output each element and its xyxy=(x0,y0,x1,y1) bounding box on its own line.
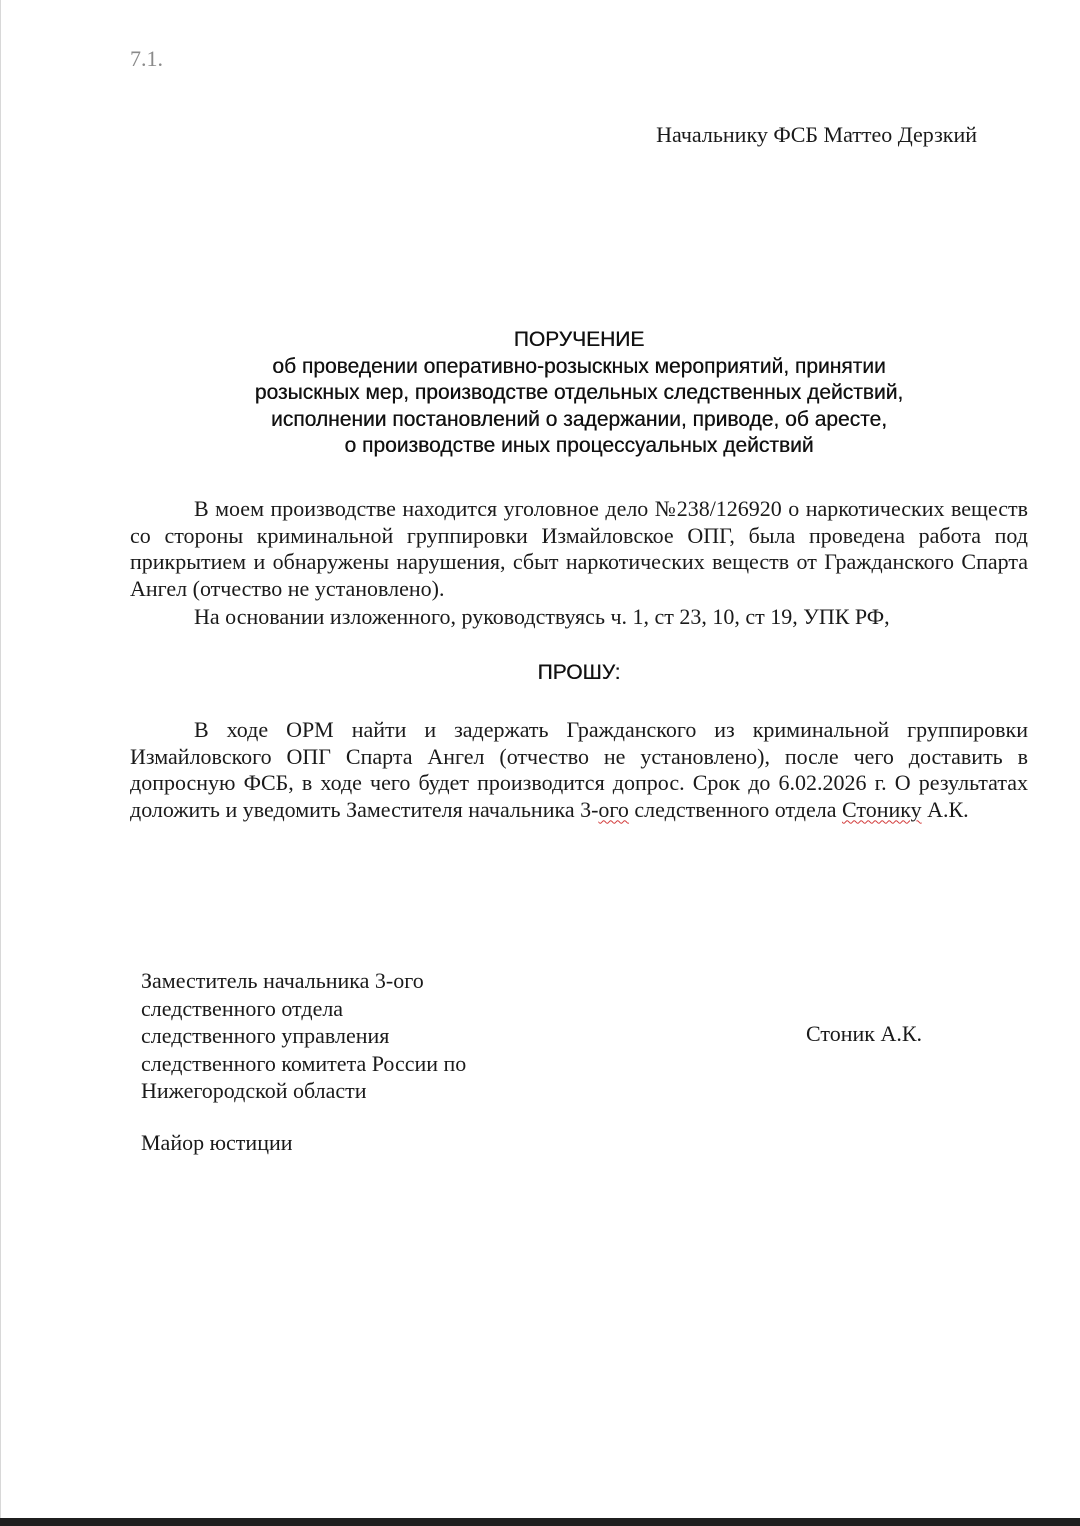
request-text: А.К. xyxy=(921,796,969,822)
position-line: следственного управления xyxy=(141,1023,390,1048)
addressee: Начальнику ФСБ Маттео Дерзкий xyxy=(656,122,977,147)
signer-name: Стоник А.К. xyxy=(806,1021,923,1046)
request-text: В ходе ОРМ найти и задержать Гражданского из криминальной группировки Измайловского ОПГ Спарта Ангел (отчество не установлено), после чего доставить в допросную ФСБ, в ходе чего будет производится допрос. Срок до 6.02.2026 г. О результатах доложить и уведомить Заместителя начальника 3- xyxy=(130,717,1028,822)
position-line: следственного комитета России по xyxy=(141,1050,467,1076)
bottom-bar xyxy=(0,1518,1080,1526)
position-line: следственного отдела xyxy=(141,995,344,1021)
case-paragraph: В моем производстве находится уголовное дело №238/126920 о наркотических веществ со стороны криминальной группировки Измайловское ОПГ, была проведена работа под прикрытием и обнаружены нарушения, сбыт наркотических веществ от Гражданского Спарта Ангел (отчество не установлено). xyxy=(130,496,1028,601)
signature-position xyxy=(141,967,466,1105)
page-number: 7.1. xyxy=(130,46,163,71)
position-line: Нижегородской области xyxy=(141,1078,367,1103)
spellcheck-flagged-word[interactable]: ого xyxy=(598,796,629,822)
grounds-paragraph: На основании изложенного, руководствуясь ч. 1, ст 23, 10, ст 19, УПК РФ, xyxy=(194,604,890,629)
document-title xyxy=(130,327,1028,460)
title-heading: ПОРУЧЕНИЕ xyxy=(513,328,645,351)
request-paragraph xyxy=(130,717,1028,823)
title-line: об проведении оперативно-розыскных мероприятий, принятии xyxy=(272,354,886,378)
request-text: следственного отдела xyxy=(628,796,842,822)
title-line: о производстве иных процессуальных действий xyxy=(344,434,814,457)
spellcheck-flagged-word[interactable]: Стонику xyxy=(841,796,922,822)
title-line: розыскных мер, производстве отдельных следственных действий, xyxy=(254,381,904,404)
signer-rank: Майор юстиции xyxy=(141,1130,293,1155)
request-heading: ПРОШУ: xyxy=(537,661,621,684)
title-line: исполнении постановлений о задержании, приводе, об аресте, xyxy=(270,407,887,431)
position-line: Заместитель начальника 3-ого xyxy=(141,968,424,993)
